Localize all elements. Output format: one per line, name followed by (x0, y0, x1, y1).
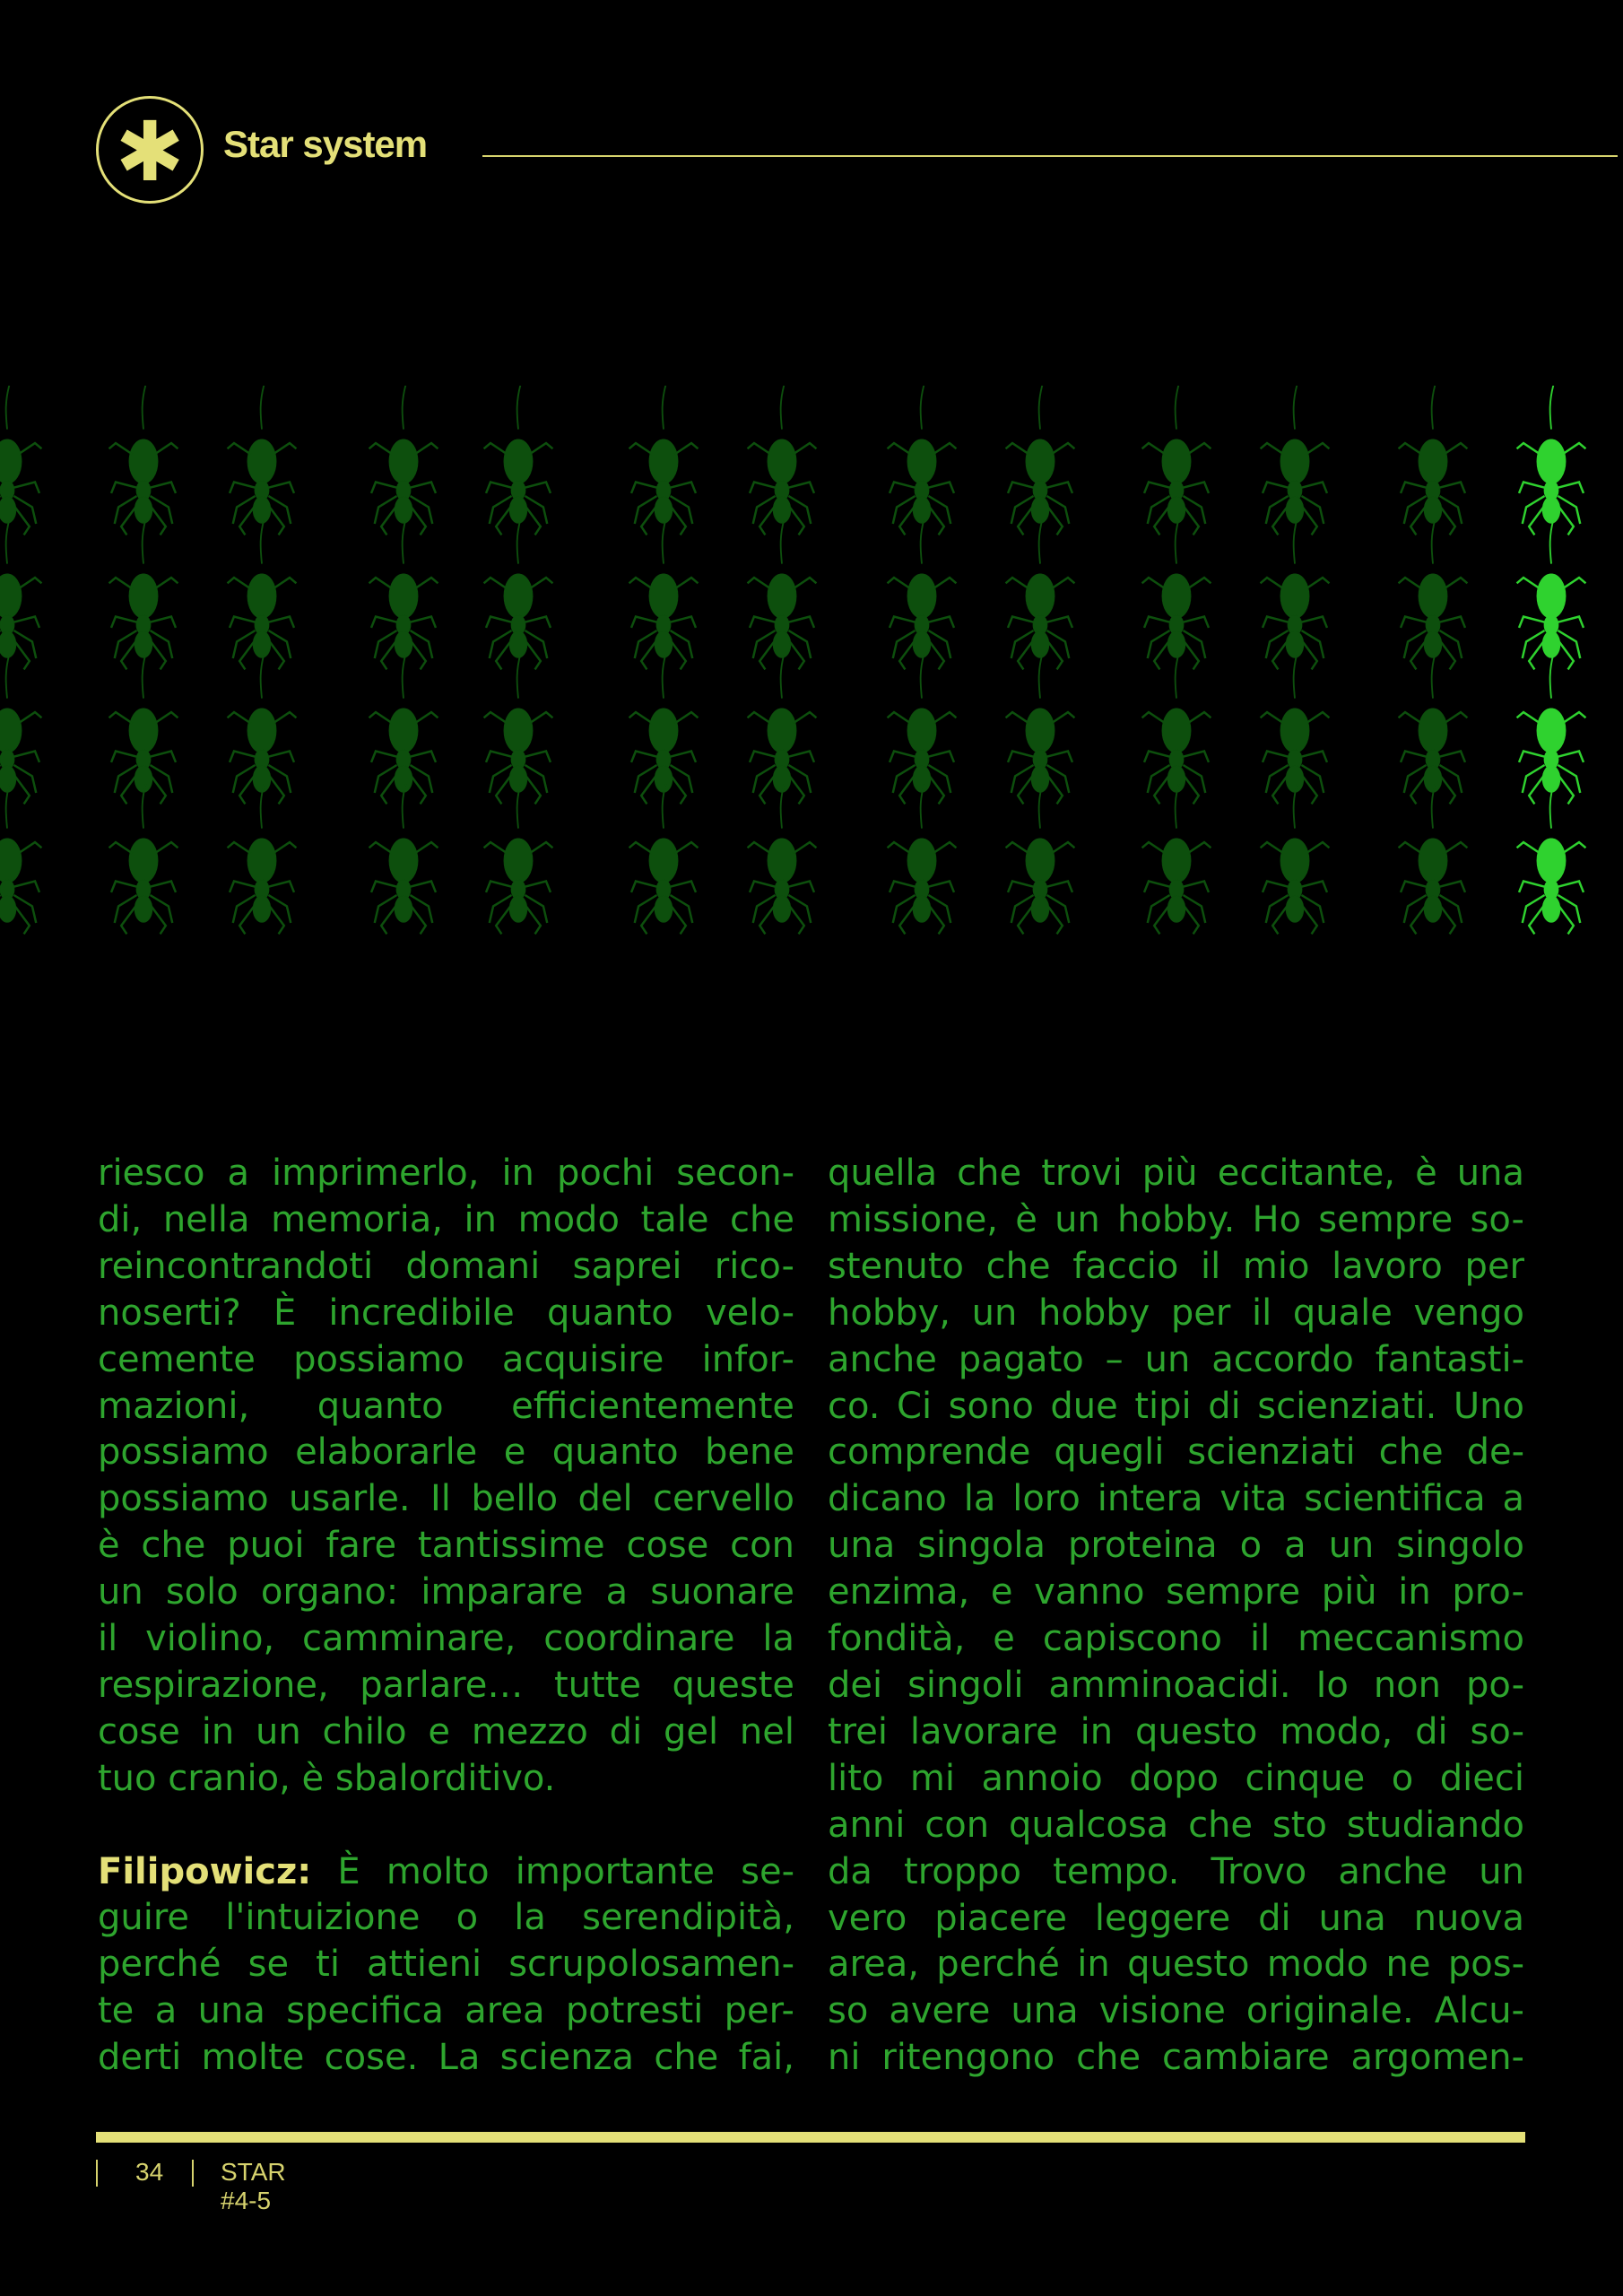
ant-icon (629, 519, 699, 669)
footer-rule (96, 2132, 1525, 2143)
ant-icon (1399, 386, 1468, 535)
ant-icon (1261, 386, 1330, 535)
paragraph (98, 1151, 794, 1803)
text-fragment: È molto importante se- (311, 1850, 794, 1892)
text-line: lito mi annoio dopo cinque o dieci (828, 1757, 1524, 1799)
text-line: un solo organo: imparare a suonare (98, 1571, 794, 1613)
ant-icon (1142, 386, 1211, 535)
text-line: vero piacere leggere di una nuova (828, 1897, 1524, 1939)
ant-icon (0, 386, 41, 535)
ant-icon (228, 784, 297, 934)
ant-icon (484, 386, 553, 535)
text-line: possiamo elaborarle e quanto bene (98, 1431, 794, 1474)
text-line (98, 1849, 794, 1896)
ant-icon (1142, 654, 1211, 804)
ant-icon (888, 654, 957, 804)
ant-icon (1006, 519, 1075, 669)
ant-icon (228, 654, 297, 804)
ant-icon (1261, 519, 1330, 669)
ant-icon (748, 386, 817, 535)
ant-icon (1517, 654, 1586, 804)
text-line: so avere una visione originale. Alcu- (828, 1990, 1524, 2032)
ant-icon (888, 784, 957, 934)
ant-icon (228, 519, 297, 669)
text-line: da troppo tempo. Trovo anche un (828, 1850, 1524, 1892)
ant-icon (484, 784, 553, 934)
ant-icon (1006, 654, 1075, 804)
ant-icon (0, 654, 41, 804)
text-line: fondità, e capiscono il meccanismo (828, 1618, 1524, 1660)
ant-icon (1399, 654, 1468, 804)
ant-icon (1517, 519, 1586, 669)
ant-icon (369, 654, 438, 804)
text-line: noserti? È incredibile quanto velo- (98, 1292, 794, 1334)
text-line: cose in un chilo e mezzo di gel nel (98, 1710, 794, 1752)
text-line: ni ritengono che cambiare argomen- (828, 2037, 1524, 2079)
text-line: area, perché in questo modo ne pos- (828, 1944, 1524, 1986)
ant-icon (888, 386, 957, 535)
ant-icon (1142, 784, 1211, 934)
ant-icon (1517, 386, 1586, 535)
ant-icon (0, 784, 41, 934)
text-line: reincontrandoti domani saprei rico- (98, 1245, 794, 1287)
text-line: quella che trovi più eccitante, è una (828, 1152, 1524, 1194)
text-line: possiamo usarle. Il bello del cervello (98, 1478, 794, 1520)
text-line: missione, è un hobby. Ho sempre so- (828, 1198, 1524, 1240)
ant-icon (629, 654, 699, 804)
ant-icon (109, 386, 178, 535)
text-line: dei singoli amminoacidi. Io non po- (828, 1664, 1524, 1706)
text-line: perché se ti attieni scrupolosamen- (98, 1944, 794, 1986)
ant-icon (1261, 654, 1330, 804)
text-line: derti molte cose. La scienza che fai, (98, 2037, 794, 2079)
ant-icon (109, 519, 178, 669)
text-line: mazioni, quanto efficientemente (98, 1385, 794, 1427)
text-line: guire l'intuizione o la serendipità, (98, 1897, 794, 1939)
paragraph (828, 1151, 1524, 2082)
footer-divider (96, 2160, 98, 2187)
ant-icon (1261, 784, 1330, 934)
ant-icon (629, 784, 699, 934)
text-line: anche pagato – un accordo fantasti- (828, 1338, 1524, 1380)
text-line: una singola proteina o a un singolo (828, 1525, 1524, 1567)
text-line: respirazione, parlare… tutte queste (98, 1664, 794, 1706)
text-line: di, nella memoria, in modo tale che (98, 1198, 794, 1240)
article-column-right (828, 1151, 1524, 2082)
text-line: comprende quegli scienziati che de- (828, 1431, 1524, 1474)
header-rule (482, 155, 1618, 157)
footer-divider (192, 2160, 194, 2187)
text-line: enzima, e vanno sempre più in pro- (828, 1571, 1524, 1613)
ant-icon (748, 519, 817, 669)
text-line: dicano la loro intera vita scientifica a (828, 1478, 1524, 1520)
text-line: è che puoi fare tantissime cose con (98, 1525, 794, 1567)
ant-icon (629, 386, 699, 535)
ant-icon (1006, 386, 1075, 535)
text-line: trei lavorare in questo modo, di so- (828, 1710, 1524, 1752)
paragraph (98, 1849, 794, 2083)
ant-pattern-illustration (0, 386, 1623, 1004)
page-header (96, 96, 1523, 209)
text-line: tuo cranio, è sbalorditivo. (98, 1757, 556, 1799)
speaker-name: Filipowicz: (98, 1850, 312, 1892)
ant-icon (109, 654, 178, 804)
ant-icon (1517, 784, 1586, 934)
ant-icon (1142, 519, 1211, 669)
text-line: stenuto che faccio il mio lavoro per (828, 1245, 1524, 1287)
ant-icon (1399, 519, 1468, 669)
ant-icon (888, 519, 957, 669)
ant-icon (369, 519, 438, 669)
ant-icon (748, 654, 817, 804)
ant-icon (484, 654, 553, 804)
text-line: anni con qualcosa che sto studiando (828, 1804, 1524, 1846)
text-line: riesco a imprimerlo, in pochi secon- (98, 1152, 794, 1194)
text-line: cemente possiamo acquisire infor- (98, 1338, 794, 1380)
star-badge-icon: ✱ (96, 96, 204, 204)
text-line: hobby, un hobby per il quale vengo (828, 1292, 1524, 1334)
text-line: il violino, camminare, coordinare la (98, 1618, 794, 1660)
ant-icon (748, 784, 817, 934)
section-title: Star system (223, 123, 428, 165)
ant-icon (0, 519, 41, 669)
ant-icon (1006, 784, 1075, 934)
text-line: te a una specifica area potresti per- (98, 1990, 794, 2032)
ant-icon (109, 784, 178, 934)
ant-icon (1399, 784, 1468, 934)
ant-icon (369, 784, 438, 934)
ant-icon (484, 519, 553, 669)
ant-icon (228, 386, 297, 535)
ant-icon (369, 386, 438, 535)
issue-label: STAR #4-5 (221, 2158, 286, 2214)
text-line: co. Ci sono due tipi di scienziati. Uno (828, 1385, 1524, 1427)
page-number: 34 (135, 2158, 164, 2186)
article-column-left (98, 1151, 794, 2082)
